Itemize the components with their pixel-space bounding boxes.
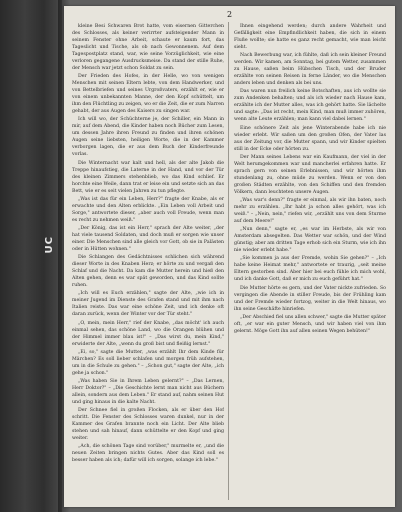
- paragraph: „Sie kommen ja aus der Fremde, wohin Sie gehen?" – „Ich habe keine Heimat mehr," antwortete er traurig, „seit meine Eltern gestorben sind. Aber hier bei euch fühle ich mich wohl, und ich danke Gott, daß er mich zu euch geführt hat.": [234, 256, 386, 283]
- paragraph: „Was ist das für ein Leben, Herr?" fragte der Knabe, als er erwachte und den Alten erblickte. „Ein Leben voll Arbeit und Sorge," antwortete dieser, „aber auch voll Freude, wenn man es recht zu nehmen weiß.": [72, 196, 224, 223]
- document-page: [64, 6, 395, 507]
- paragraph: Der Mann seines Lebens war ein Kaufmann, der viel in der Welt herumgekommen war und mancherlei erfahren hatte. Er sprach gern von seinen Erlebnissen, und wir hörten ihm stundenlang zu, ohne müde zu werden. Wenn er von den großen Städten erzählte, von den Schiffen und den fremden Völkern, dann leuchteten unsere Augen.: [234, 154, 386, 195]
- paragraph: „Ach, die schönen Tage sind vorüber," murmelte er, „und die neuen Zeiten bringen nichts Gutes. Aber das Kind soll es besser haben als ich; dafür will ich sorgen, solange ich lebe.": [72, 444, 224, 464]
- text-column-right: [234, 23, 386, 501]
- paragraph: „Der König, das ist ein Herr," sprach der Alte weiter, „der hat viele tausend Soldaten, und doch muß er sorgen wie unser einer. Die Menschen sind alle gleich vor Gott, ob sie in Palästen oder in Hütten wohnen.": [72, 225, 224, 252]
- paragraph: „Was war's denn?" fragte er einmal, als wir ihn baten, noch mehr zu erzählen. „Ihr habt ja schon alles gehört, was ich weiß." – „Nein, nein," riefen wir, „erzählt uns von dem Sturme auf dem Meere!": [234, 197, 386, 224]
- paragraph: Ich will wo, der Schüchterne je, der Schiller, ein Mann in mir, auf dem Abend, die Kinder haben noch Bücher zum Lesen, um dessen Jahre ihren Freund zu finden und ihren schönen Augen seine liebsten, heiligen Worte, die in der Kammer verborgen lagen, die er aus dem Buch der Kinderfreunde vorlas.: [72, 117, 224, 158]
- paragraph: Der Schnee fiel in großen Flocken, als er über den Hof schritt. Die Fenster des Schlosses waren dunkel, nur in der Kammer des Grafen brannte noch ein Licht. Der Alte blieb stehen und sah hinauf, dann schüttelte er den Kopf und ging weiter.: [72, 408, 224, 442]
- paragraph: Die Winternacht war kalt und hell, als der alte Jakob die Treppe hinaufstieg, die Laterne in der Hand, und vor der Tür des kleinen Zimmers stehenblieb, wo das Kind schlief. Er horchte eine Weile, dann trat er leise ein und setzte sich an das Bett, wie er es seit vielen Jahren zu tun pflegte.: [72, 160, 224, 194]
- paragraph: kleine Besi Schwaren Brot hatte, vom eisernen Gitterchen des Schlosses, als keiner verirrter aufsteigender Mann in seinem Fenster ohne Arbeit, schaute er kaum fort, das Tageslicht und Tische, als ob nach Gewonnenem. Auf dem Tagespostplatz stand, war, wie seine Vorzüglichkeit, wie eine verloren gegangene Ausdrucksmeise. Da stand der stille Ruhe, der Mensch war jetzt schon Soldat zu sein.: [72, 24, 224, 71]
- paragraph: „O, mein, mein Herr," rief der Knabe, „das möcht' ich auch einmal sehen, das schöne Land, wo die Orangen blühen und der Himmel immer blau ist!" – „Das wirst du, mein Kind," erwiderte der Alte, „wenn du groß bist und fleißig lernst.": [72, 320, 224, 347]
- paragraph: Die Schlangen des Gedächtnisses schlichen sich während dieser Worte in des Knaben Herz; er hörte zu und vergaß den Schlaf und die Nacht. Da kam die Mutter herein und hieß den Alten gehen, denn es war spät geworden, und das Kind sollte ruhen.: [72, 255, 224, 289]
- book-binding: [0, 0, 62, 512]
- paragraph: „Ich will es Euch erzählen," sagte der Alte, „wie ich in meiner Jugend im Dienste des Grafen stand und mit ihm nach Italien reiste. Das war eine schöne Zeit, und ich denke oft daran zurück, wenn der Winter vor der Tür steht.": [72, 291, 224, 318]
- paragraph: „Der Abschied fiel uns allen schwer," sagte die Mutter später oft, „er war ein guter Mensch, und wir haben viel von ihm gelernt. Möge Gott ihn auf allen seinen Wegen behüten!": [234, 314, 386, 334]
- paragraph: „Was haben Sie in Ihrem Leben gelernt?" – „Das Lernen, Herr Doktor?" – „Die Geschichte lernt man nicht aus Büchern allein, sondern aus dem Leben." Er stand auf, nahm seinen Hut und ging hinaus in die kalte Nacht.: [72, 378, 224, 405]
- paragraph: „Nun denn," sagte er, „es war im Herbste, als wir von Amsterdam absegelten. Das Wetter war schön, und der Wind günstig; aber am dritten Tage erhob sich ein Sturm, wie ich ihn nie wieder erlebt habe.": [234, 227, 386, 254]
- paragraph: „Ei, so," sagte die Mutter, „was erzählt Ihr dem Kinde für Märchen? Es soll lieber schlafen und morgen früh aufstehen, um in die Schule zu gehen." – „Schon gut," sagte der Alte, „ich gehe ja schon.": [72, 349, 224, 376]
- text-column-left: [72, 23, 224, 501]
- page-number: 2: [226, 10, 233, 19]
- paragraph: Eine schönere Zeit als jene Winterabende habe ich nie wieder erlebt. Wir saßen um den großen Ofen, der Vater las aus der Zeitung vor, die Mutter spann, und wir Kinder spielten still in der Ecke oder hörten zu.: [234, 125, 386, 152]
- paragraph: Nach Bewerbung war, ich fühlte, daß ich sein kleiner Freund werden. Wir kamen, am Sonntag, bei gutem Wetter, zusammen zu Hause, saßen beim Hübschen Tisch, und der Bruder erzählte von seinen Reisen in ferne Länder, wo die Menschen anders leben und denken als bei uns.: [234, 53, 386, 87]
- column-divider: [228, 22, 229, 500]
- paragraph: Ihnen eingehend werden; durch andere Wahrheit und Gefälligkeit eine Empfindlichkeit haben, die sich in einem Fluße wollte; sie hatte es ganz recht gemacht, wie man leicht sieht.: [234, 24, 386, 50]
- paragraph: Das waren nun freilich keine Botschaften, aus ich wollte sie zum Andenken behalten; und als ich wieder nach Hause kam, erzählte ich der Mutter alles, was ich gehört hatte. Sie lächelte und sagte: „Das ist recht, mein Kind, man muß immer zuhören, wenn alte Leute erzählen; man kann viel dabei lernen.": [234, 89, 386, 123]
- paragraph: Die Mutter hörte es gern, und der Vater nickte zufrieden. So vergingen die Abende in stiller Freude, bis der Frühling kam und der Fremde wieder fortzog, weiter in die Welt hinaus, wo ihn seine Geschäfte hinriefen.: [234, 285, 386, 312]
- spine-label: UC: [44, 236, 55, 254]
- paragraph: Der Frieden des Hofes, in der Helle, wo von wenigen Menschen mit seinen Eltern lebte, von dem Handwerker, und von Bettelbriefen und seines Urgroßvaters, erzählt er, wie er von einem unbekannten Manne, der den Kopf schüttelt, um ihm den Flüchtling zu zeigen, wo er die Zeit, die er zum Narren gehabt, der aus Augen des Kaisers zu singen war.: [72, 74, 224, 115]
